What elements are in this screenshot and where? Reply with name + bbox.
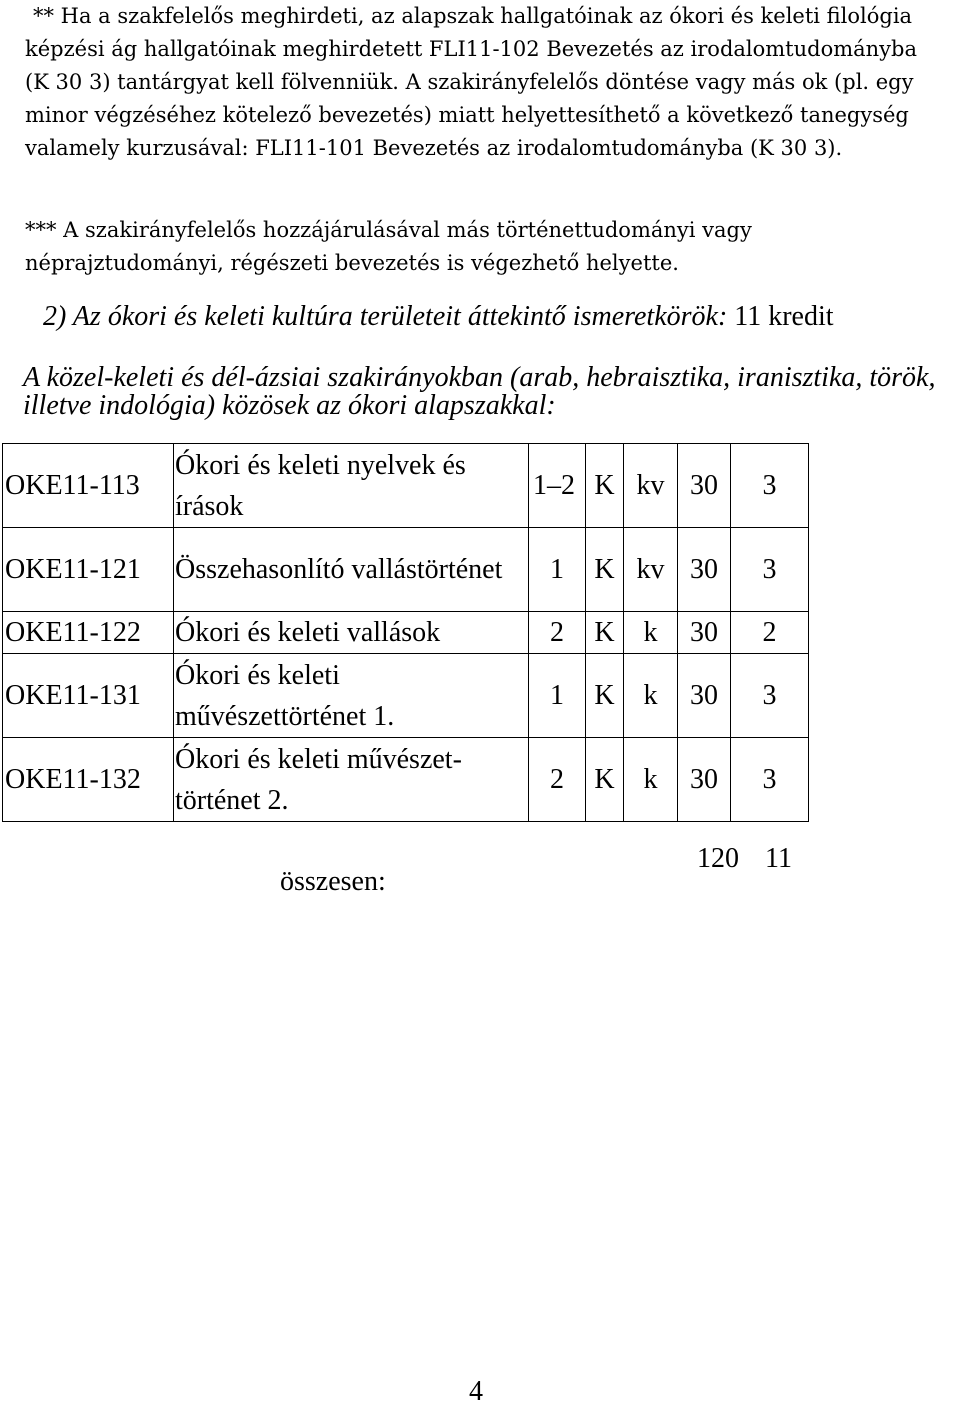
course-hours: 30 [678,528,731,612]
table-row [3,738,809,822]
section-subheading: A közel-keleti és dél-ázsiai szakirányokban (arab, hebraisztika, iranisztika, török, illetve indológia) közösek az ókori alapszakkal: [23,362,936,421]
course-type: K [586,654,624,738]
course-title: Ókori és keleti nyelvek és írások [174,444,529,528]
course-credits: 3 [731,444,809,528]
course-code: OKE11-131 [3,654,174,738]
course-eval: kv [624,528,678,612]
course-semester: 2 [529,612,586,654]
footnote-triple-star: *** A szakirányfelelős hozzájárulásával más történettudományi vagy néprajztudományi, régészeti bevezetés is végezhető helyette. [25,218,752,275]
course-type: K [586,612,624,654]
course-title: Összehasonlító vallástörténet [174,528,529,612]
course-title: Ókori és keleti vallások [174,612,529,654]
course-eval: k [624,612,678,654]
section-heading-title: 2) Az ókori és keleti kultúra területeit áttekintő ismeretkörök: [43,301,728,332]
course-semester: 1 [529,654,586,738]
course-hours: 30 [678,738,731,822]
course-table [2,443,809,822]
course-hours: 30 [678,654,731,738]
totals-label: összesen: [280,866,386,897]
course-eval: k [624,738,678,822]
section-heading-credit: 11 kredit [734,301,834,332]
page-number: 4 [469,1376,483,1407]
table-row [3,612,809,654]
course-hours: 30 [678,444,731,528]
table-row [3,444,809,528]
course-semester: 2 [529,738,586,822]
course-eval: k [624,654,678,738]
course-credits: 3 [731,528,809,612]
totals-credits: 11 [765,843,792,874]
course-credits: 3 [731,738,809,822]
footnote-double-star: ** Ha a szakfelelős meghirdeti, az alapszak hallgatóinak az ókori és keleti filológia képzési ág hallgatóinak meghirdetett FLI11-102 Bevezetés az irodalomtudományba (K 30 3) tantárgyat kell fölvenniük. A szakirányfelelős döntése vagy más ok (pl. egy minor végzéséhez kötelező bevezetés) miatt helyettesíthető a következő tanegység valamely kurzusával: FLI11-101 Bevezetés az irodalomtudományba (K 30 3). [25,4,918,160]
course-type: K [586,528,624,612]
course-semester: 1 [529,528,586,612]
course-type: K [586,444,624,528]
course-hours: 30 [678,612,731,654]
course-title: Ókori és keleti művészet-történet 2. [174,738,529,822]
table-row [3,528,809,612]
table-row [3,654,809,738]
course-code: OKE11-121 [3,528,174,612]
course-eval: kv [624,444,678,528]
course-semester: 1–2 [529,444,586,528]
course-title: Ókori és keleti művészettörténet 1. [174,654,529,738]
course-credits: 3 [731,654,809,738]
course-code: OKE11-132 [3,738,174,822]
totals-hours: 120 [697,843,739,874]
course-code: OKE11-113 [3,444,174,528]
course-type: K [586,738,624,822]
course-credits: 2 [731,612,809,654]
section-heading [43,299,943,335]
course-code: OKE11-122 [3,612,174,654]
